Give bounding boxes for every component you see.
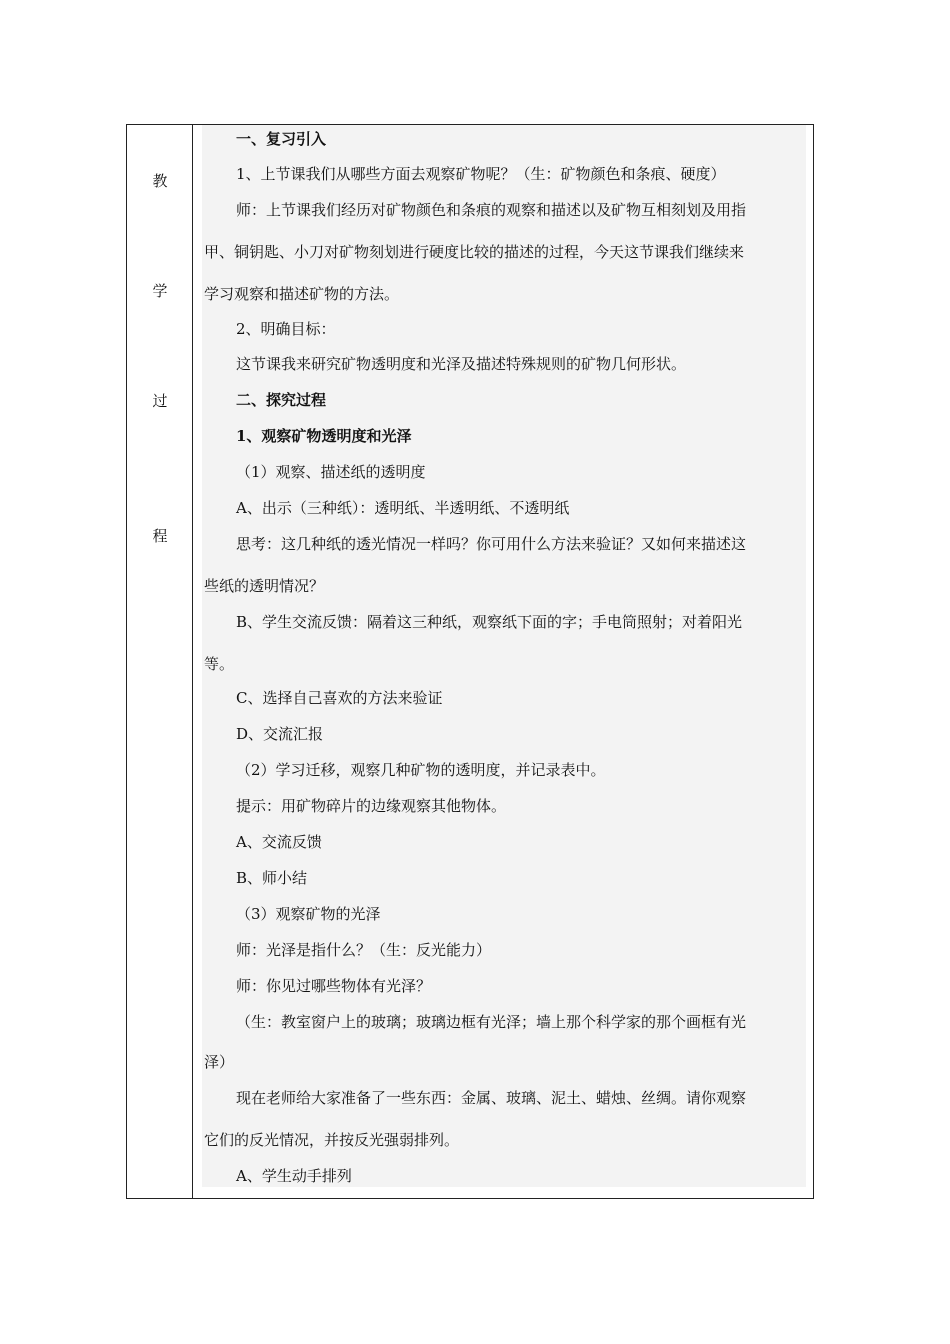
text-line: 师：上节课我们经历对矿物颜色和条痕的观察和描述以及矿物互相刻划及用指: [236, 201, 747, 219]
lesson-table: [126, 124, 814, 1199]
text-line: （1）观察、描述纸的透明度: [236, 463, 426, 481]
text-line: 2、明确目标：: [236, 320, 336, 338]
text-line: A、交流反馈: [236, 833, 322, 851]
text-line: （3）观察矿物的光泽: [236, 905, 381, 923]
text-line: D、交流汇报: [236, 725, 324, 743]
text-line: 等。: [204, 655, 235, 673]
text-line: 泽）: [204, 1053, 235, 1071]
text-line: （2）学习迁移，观察几种矿物的透明度，并记录表中。: [236, 761, 606, 779]
text-line: C、选择自己喜欢的方法来验证: [236, 689, 443, 707]
text-line: 思考：这几种纸的透光情况一样吗？你可用什么方法来验证？又如何来描述这: [236, 535, 747, 553]
text-line: 它们的反光情况，并按反光强弱排列。: [204, 1131, 460, 1149]
text-line: A、学生动手排列: [236, 1167, 352, 1185]
section-heading: 1、观察矿物透明度和光泽: [236, 427, 412, 445]
text-line: 甲、铜钥匙、小刀对矿物刻划进行硬度比较的描述的过程，今天这节课我们继续来: [204, 243, 745, 261]
lesson-content: [202, 125, 806, 1187]
section-heading: 二、探究过程: [236, 391, 327, 409]
section-heading: 一、复习引入: [236, 130, 327, 148]
text-line: 师：你见过哪些物体有光泽？: [236, 977, 432, 995]
text-line: 现在老师给大家准备了一些东西：金属、玻璃、泥土、蜡烛、丝绸。请你观察: [236, 1089, 747, 1107]
text-line: 些纸的透明情况？: [204, 577, 325, 595]
text-line: （生：教室窗户上的玻璃；玻璃边框有光泽；墙上那个科学家的那个画框有光: [236, 1013, 747, 1031]
text-line: A、出示（三种纸）：透明纸、半透明纸、不透明纸: [236, 499, 570, 517]
section-label-char: 程: [152, 527, 168, 545]
text-line: 学习观察和描述矿物的方法。: [204, 285, 400, 303]
text-line: B、学生交流反馈：隔着这三种纸，观察纸下面的字；手电筒照射；对着阳光: [236, 613, 743, 631]
text-line: 1、上节课我们从哪些方面去观察矿物呢？（生：矿物颜色和条痕、硬度）: [236, 165, 726, 183]
text-line: B、师小结: [236, 869, 308, 887]
section-label-char: 学: [152, 282, 168, 300]
text-line: 这节课我来研究矿物透明度和光泽及描述特殊规则的矿物几何形状。: [236, 355, 687, 373]
section-label-char: 教: [152, 172, 168, 190]
text-line: 提示：用矿物碎片的边缘观察其他物体。: [236, 797, 507, 815]
section-label-column: [127, 125, 193, 1198]
text-line: 师：光泽是指什么？（生：反光能力）: [236, 941, 492, 959]
section-label-char: 过: [152, 392, 168, 410]
